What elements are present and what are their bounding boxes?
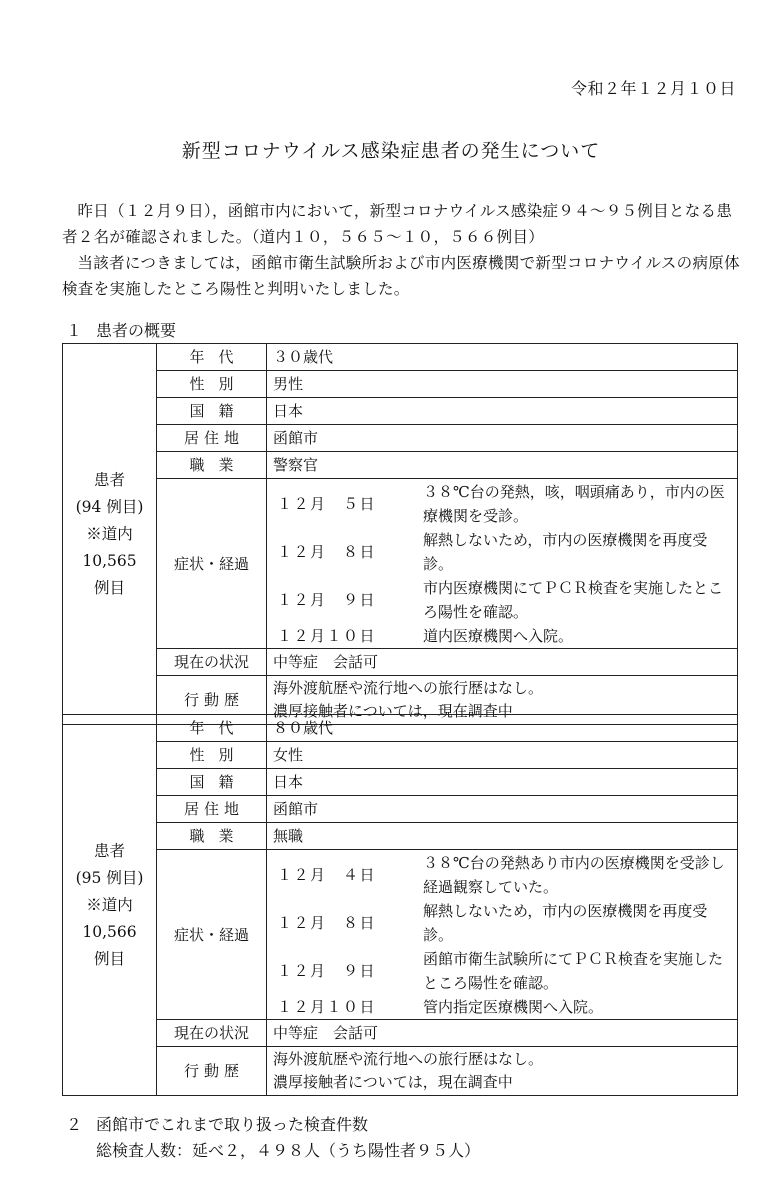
patient-header-line: 患者 [93, 841, 125, 860]
intro-paragraph-1: 昨日（１２月９日），函館市内において，新型コロナウイルス感染症９４～９５例目となる患者２名が確認されました。（道内１０，５６５～１０，５６６例目） [62, 202, 733, 246]
table-row [63, 452, 738, 479]
label-history: 行動歴 [157, 676, 267, 725]
document-title: 新型コロナウイルス感染症患者の発生について [181, 140, 601, 162]
intro-text [62, 198, 742, 302]
history-line: 濃厚接触者については，現在調査中 [273, 1073, 513, 1091]
table-row [63, 769, 738, 796]
label-residence: 居住地 [157, 425, 267, 452]
course-entry [267, 528, 737, 576]
table-row [63, 398, 738, 425]
course-entry [267, 624, 737, 648]
course-date: １２月 ８日 [277, 542, 377, 561]
course-entry [267, 480, 737, 528]
section-1-heading [66, 318, 176, 341]
course-date: １２月 ５日 [277, 494, 377, 513]
label-symptoms: 症状・経過 [157, 479, 267, 649]
course-entry [267, 947, 737, 995]
patient-header-line: ※道内 [86, 524, 133, 543]
patient-header-line: 例目 [93, 949, 125, 968]
table-row [63, 479, 738, 649]
patient-header-cell [63, 344, 157, 725]
value-occupation: 無職 [267, 823, 738, 850]
course-text: 市内医療機関にてＰＣＲ検査を実施したところ陽性を確認。 [423, 578, 724, 621]
patient-table-2 [62, 714, 738, 1096]
value-nationality: 日本 [267, 398, 738, 425]
symptoms-course [267, 850, 738, 1020]
value-status: 中等症 会話可 [267, 1020, 738, 1047]
document-date: 令和２年１２月１０日 [570, 79, 736, 98]
table-row [63, 344, 738, 371]
value-residence: 函館市 [267, 425, 738, 452]
course-text: ３８℃台の発熱あり市内の医療機関を受診し経過観察していた。 [423, 853, 725, 896]
course-date: １２月 ９日 [277, 590, 377, 609]
value-history [267, 1047, 738, 1096]
patient-case-number: (95 例目) [75, 868, 144, 887]
label-occupation: 職業 [157, 452, 267, 479]
section-1-number: １ [66, 321, 83, 340]
patient-hokkaido-number: 10,566 [82, 922, 137, 941]
course-text: 解熱しないため，市内の医療機関を再度受診。 [423, 530, 708, 573]
test-count-summary: 総検査人数：延べ２，４９８人（うち陽性者９５人） [96, 1141, 481, 1160]
patient-header-cell [63, 715, 157, 1096]
value-occupation: 警察官 [267, 452, 738, 479]
table-row [63, 649, 738, 676]
label-occupation: 職業 [157, 823, 267, 850]
label-residence: 居住地 [157, 796, 267, 823]
patient-header-line: ※道内 [86, 895, 133, 914]
label-status: 現在の状況 [157, 649, 267, 676]
patient-header-line: 例目 [93, 578, 125, 597]
course-list [267, 480, 737, 648]
section-2-number: ２ [66, 1115, 83, 1134]
table-row [63, 796, 738, 823]
label-nationality: 国籍 [157, 769, 267, 796]
table-row [63, 715, 738, 742]
label-nationality: 国籍 [157, 398, 267, 425]
value-age: ８０歳代 [267, 715, 738, 742]
course-entry [267, 851, 737, 899]
history-line: 濃厚接触者については，現在調査中 [273, 702, 513, 720]
course-date: １２月 ４日 [277, 865, 377, 884]
course-date: １２月 ８日 [277, 913, 377, 932]
value-residence: 函館市 [267, 796, 738, 823]
intro-paragraph-2: 当該者につきましては，函館市衛生試験所および市内医療機関で新型コロナウイルスの病原体検査を実施したところ陽性と判明いたしました。 [62, 254, 740, 298]
course-date: １２月１０日 [277, 997, 377, 1016]
label-status: 現在の状況 [157, 1020, 267, 1047]
value-age: ３０歳代 [267, 344, 738, 371]
value-sex: 女性 [267, 742, 738, 769]
course-date: １２月 ９日 [277, 961, 377, 980]
label-age: 年代 [157, 715, 267, 742]
value-nationality: 日本 [267, 769, 738, 796]
patient-hokkaido-number: 10,565 [82, 551, 137, 570]
patient-header-line: 患者 [93, 470, 125, 489]
table-row [63, 371, 738, 398]
course-date: １２月１０日 [277, 626, 377, 645]
value-status: 中等症 会話可 [267, 649, 738, 676]
course-entry [267, 576, 737, 624]
section-2-title: 函館市でこれまで取り扱った検査件数 [96, 1115, 369, 1134]
patient-case-number: (94 例目) [75, 497, 144, 516]
patient-table-1 [62, 343, 738, 725]
table-row [63, 850, 738, 1020]
label-sex: 性別 [157, 742, 267, 769]
history-line: 海外渡航歴や流行地への旅行歴はなし。 [273, 679, 544, 697]
table-row [63, 742, 738, 769]
label-age: 年代 [157, 344, 267, 371]
table-row [63, 425, 738, 452]
course-text: 函館市衛生試験所にてＰＣＲ検査を実施したところ陽性を確認。 [423, 949, 724, 992]
course-entry [267, 995, 737, 1019]
table-row [63, 1047, 738, 1096]
symptoms-course [267, 479, 738, 649]
label-history: 行動歴 [157, 1047, 267, 1096]
course-text: ３８℃台の発熱，咳，咽頭痛あり，市内の医療機関を受診。 [423, 482, 725, 525]
label-symptoms: 症状・経過 [157, 850, 267, 1020]
course-text: 道内医療機関へ入院。 [423, 626, 574, 645]
course-entry [267, 899, 737, 947]
course-text: 解熱しないため，市内の医療機関を再度受診。 [423, 901, 708, 944]
section-2-heading [66, 1112, 480, 1138]
section-1-title: 患者の概要 [96, 321, 177, 340]
table-row [63, 823, 738, 850]
history-line: 海外渡航歴や流行地への旅行歴はなし。 [273, 1050, 544, 1068]
course-text: 管内指定医療機関へ入院。 [423, 997, 604, 1016]
table-row [63, 1020, 738, 1047]
section-2 [66, 1112, 480, 1164]
course-list [267, 851, 737, 1019]
value-sex: 男性 [267, 371, 738, 398]
label-sex: 性別 [157, 371, 267, 398]
